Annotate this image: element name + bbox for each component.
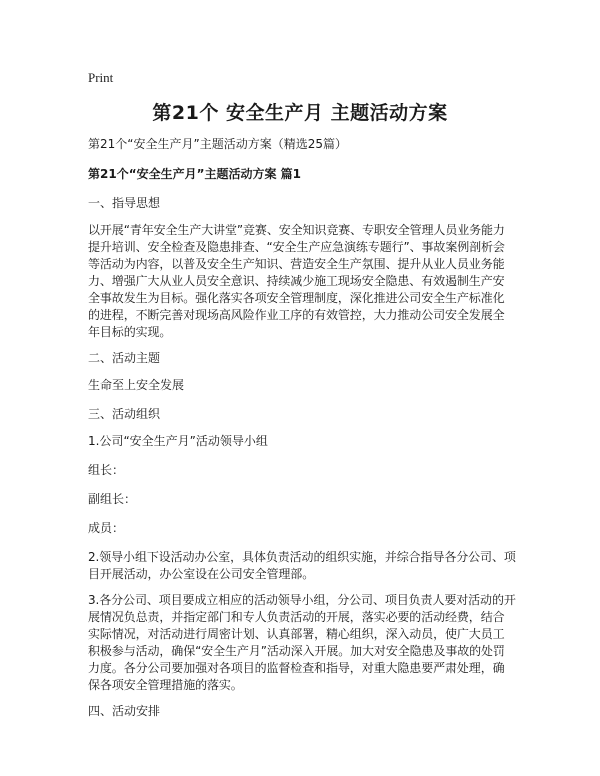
paragraph-theme: 生命至上安全发展 bbox=[88, 378, 185, 392]
document-subtitle: 第21个“安全生产月”主题活动方案（精选25篇） bbox=[88, 137, 347, 151]
paragraph-org-item-1: 1.公司“安全生产月”活动领导小组 bbox=[88, 434, 268, 448]
paragraph-org-members: 成员： bbox=[88, 521, 125, 535]
paragraph-org-item-2: 2.领导小组下设活动办公室，具体负责活动的组织实施，并综合指导各分公司、项目开展活动，办公室设在公司安全管理部。 bbox=[88, 550, 516, 581]
section-heading-organization: 三、活动组织 bbox=[88, 407, 161, 421]
section-heading-guiding: 一、指导思想 bbox=[88, 196, 161, 210]
paragraph-org-deputy: 副组长： bbox=[88, 492, 137, 506]
document-title: 第21个 安全生产月 主题活动方案 bbox=[152, 102, 448, 124]
section-heading-arrangement: 四、活动安排 bbox=[88, 704, 161, 718]
paragraph-org-item-3: 3.各分公司、项目要成立相应的活动领导小组，分公司、项目负责人要对活动的开展情况负总责，并指定部门和专人负责活动的开展，落实必要的活动经费，结合实际情况，对活动进行周密计划、认真部署，精心组织，深入动员，使广大员工积极参与活动，确保“安全生产月”活动深入开展。加大对安全隐患及事故的处罚力度。各分公司要加强对各项目的监督检查和指导，对重大隐患要严肃处理，确保各项安全管理措施的落实。 bbox=[88, 593, 516, 692]
document-body bbox=[88, 136, 516, 730]
article-heading: 第21个“安全生产月”主题活动方案 篇1 bbox=[88, 167, 302, 181]
paragraph-org-leader: 组长： bbox=[88, 463, 125, 477]
print-link[interactable]: Print bbox=[88, 70, 114, 85]
section-heading-theme: 二、活动主题 bbox=[88, 351, 161, 365]
paragraph-guiding: 以开展“青年安全生产大讲堂”竞赛、安全知识竞赛、专职安全管理人员业务能力提升培训、安全检查及隐患排查、“安全生产应急演练专题行”、事故案例剖析会等活动为内容，以普及安全生产知识、营造安全生产氛围、提升从业人员业务能力、增强广大从业人员安全意识、持续减少施工现场安全隐患、有效遏制生产安全事故发生为目标。强化落实各项安全管理制度，深化推进公司安全生产标准化的进程，不断完善对现场高风险作业工序的有效管控，大力推动公司安全发展全年目标的实现。 bbox=[88, 223, 505, 339]
